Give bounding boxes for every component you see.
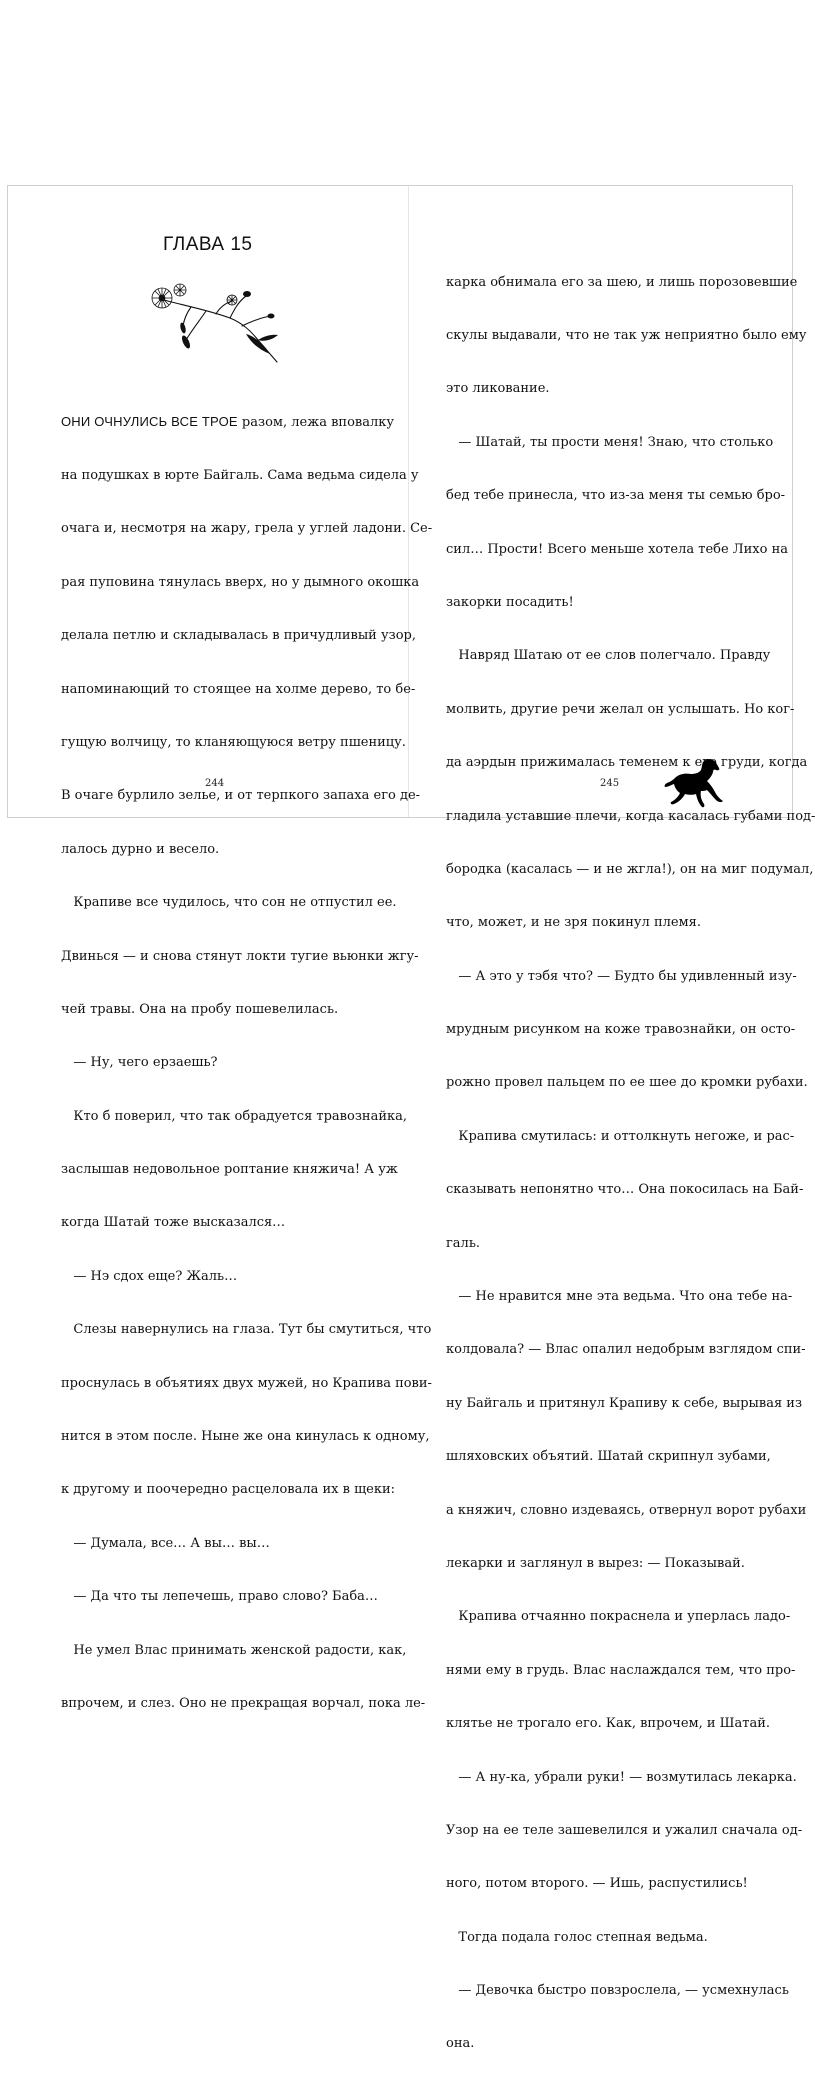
text-line: это ликование. — [446, 381, 550, 397]
text-line: — Нэ сдох еще? Жаль… — [61, 1268, 238, 1284]
text-line: — Ну, чего ерзаешь? — [61, 1055, 218, 1071]
text-line: клятье не трогало его. Как, впрочем, и Шатай. — [446, 1716, 771, 1732]
text-line: Узор на ее теле зашевелился и ужалил сначала од- — [446, 1822, 803, 1838]
text-line: — А это у тэбя что? — Будто бы удивленный изу- — [446, 968, 797, 984]
text-line: рая пуповина тянулась вверх, но у дымного окошка — [61, 574, 420, 590]
text-line: нится в этом после. Ныне же она кинулась к одному, — [61, 1429, 430, 1445]
text-line: Крапива отчаянно покраснела и уперлась ладо- — [446, 1609, 791, 1625]
text-line: Крапива смутилась: и оттолкнуть негоже, и рас- — [446, 1128, 795, 1144]
text-line: колдовала? — Влас опалил недобрым взглядом спи- — [446, 1342, 806, 1358]
text-line: чей травы. Она на пробу пошевелилась. — [61, 1001, 339, 1017]
text-line: Не умел Влас принимать женской радости, как, — [61, 1642, 407, 1658]
text-line: шляховских объятий. Шатай скрипнул зубами, — [446, 1449, 771, 1465]
page-number-left: 244 — [205, 778, 225, 789]
text-line: — Не нравится мне эта ведьма. Что она тебе на- — [446, 1289, 793, 1305]
text-line: — Шатай, ты прости меня! Знаю, что столько — [446, 434, 774, 450]
text-line: когда Шатай тоже высказался… — [61, 1215, 286, 1231]
text-line: Слезы навернулись на глаза. Тут бы смутиться, что — [61, 1322, 432, 1338]
text-line: карка обнимала его за шею, и лишь порозовевшие — [446, 274, 798, 290]
text-line: сказывать непонятно что… Она покосилась на Бай- — [446, 1182, 804, 1198]
text-line: к другому и поочередно расцеловала их в щеки: — [61, 1482, 396, 1498]
first-line-rest: разом, лежа вповалку — [237, 414, 394, 430]
text-line: проснулась в объятиях двух мужей, но Крапива пови- — [61, 1375, 432, 1391]
text-line: В очаге бурлило зелье, и от терпкого запаха его де- — [61, 788, 421, 804]
text-line: лекарки и заглянул в вырез: — Показывай. — [446, 1555, 745, 1571]
text-line: галь. — [446, 1235, 481, 1251]
page-number-right: 245 — [600, 778, 620, 789]
flower-sprig-icon — [146, 274, 286, 364]
text-line: нями ему в грудь. Влас наслаждался тем, что про- — [446, 1662, 796, 1678]
text-line: заслышав недовольное роптание княжича! А уж — [61, 1162, 398, 1178]
text-line: мрудным рисунком на коже травознайки, он осто- — [446, 1022, 796, 1038]
text-line: Кто б поверил, что так обрадуется травознайка, — [61, 1108, 407, 1124]
text-line: впрочем, и слез. Оно не прекращая ворчал, пока ле- — [61, 1695, 426, 1711]
left-page — [8, 186, 433, 1711]
text-line: напоминающий то стоящее на холме дерево, то бе- — [61, 681, 416, 697]
text-line: Навряд Шатаю от ее слов полегчало. Правду — [446, 648, 771, 664]
text-line: она. — [446, 2036, 475, 2052]
text-line: гущую волчицу, то кланяющуюся ветру пшеницу. — [61, 734, 406, 750]
text-line: сил… Прости! Всего меньше хотела тебе Лихо на — [446, 541, 789, 557]
text-line: скулы выдавали, что не так уж неприятно было ему — [446, 327, 807, 343]
text-line: а княжич, словно издеваясь, отвернул ворот рубахи — [446, 1502, 807, 1518]
book-spread — [7, 185, 815, 2052]
text-line: — Девочка быстро повзрослела, — усмехнулась — [446, 1983, 789, 1999]
left-page-text — [61, 377, 432, 1748]
first-line — [61, 413, 432, 432]
text-line: очага и, несмотря на жару, грела у углей ладони. Се- — [61, 521, 433, 537]
text-line: ну Байгаль и притянул Крапиву к себе, вырывая из — [446, 1395, 803, 1411]
text-line: ного, потом второго. — Ишь, распустились! — [446, 1876, 748, 1892]
text-line: Двинься — и снова стянут локти тугие вьюнки жгу- — [61, 948, 419, 964]
text-line: да аэрдын прижималась теменем к его груди, когда — [446, 755, 808, 771]
right-page — [408, 186, 815, 2052]
text-line: что, может, и не зря покинул племя. — [446, 915, 702, 931]
text-line: бед тебе принесла, что из-за меня ты семью бро- — [446, 488, 786, 504]
text-line: бородка (касалась — и не жгла!), он на миг подумал, — [446, 861, 814, 877]
text-line: гладила уставшие плечи, когда касалась губами под- — [446, 808, 815, 824]
text-line: делала петлю и складывалась в причудливый узор, — [61, 628, 416, 644]
text-line: — Да что ты лепечешь, право слово? Баба… — [61, 1589, 378, 1605]
text-line: — А ну-ка, убрали руки! — возмутилась лекарка. — [446, 1769, 797, 1785]
right-page-text — [446, 238, 815, 2089]
text-line: на подушках в юрте Байгаль. Сама ведьма сидела у — [61, 467, 419, 483]
text-line: молвить, другие речи желал он услышать. Но ког- — [446, 701, 795, 717]
text-line: — Думала, все… А вы… вы… — [61, 1535, 270, 1551]
text-line: Крапиве все чудилось, что сон не отпустил ее. — [61, 895, 397, 911]
lead-in-text: ОНИ ОЧНУЛИСЬ ВСЕ ТРОЕ — [61, 413, 238, 429]
text-line: Тогда подала голос степная ведьма. — [446, 1929, 708, 1945]
chapter-title: ГЛАВА 15 — [163, 234, 253, 255]
text-line: рожно провел пальцем по ее шее до кромки рубахи. — [446, 1075, 808, 1091]
text-line: лалось дурно и весело. — [61, 841, 220, 857]
text-line: закорки посадить! — [446, 594, 574, 610]
galloping-horse-icon — [663, 756, 725, 811]
